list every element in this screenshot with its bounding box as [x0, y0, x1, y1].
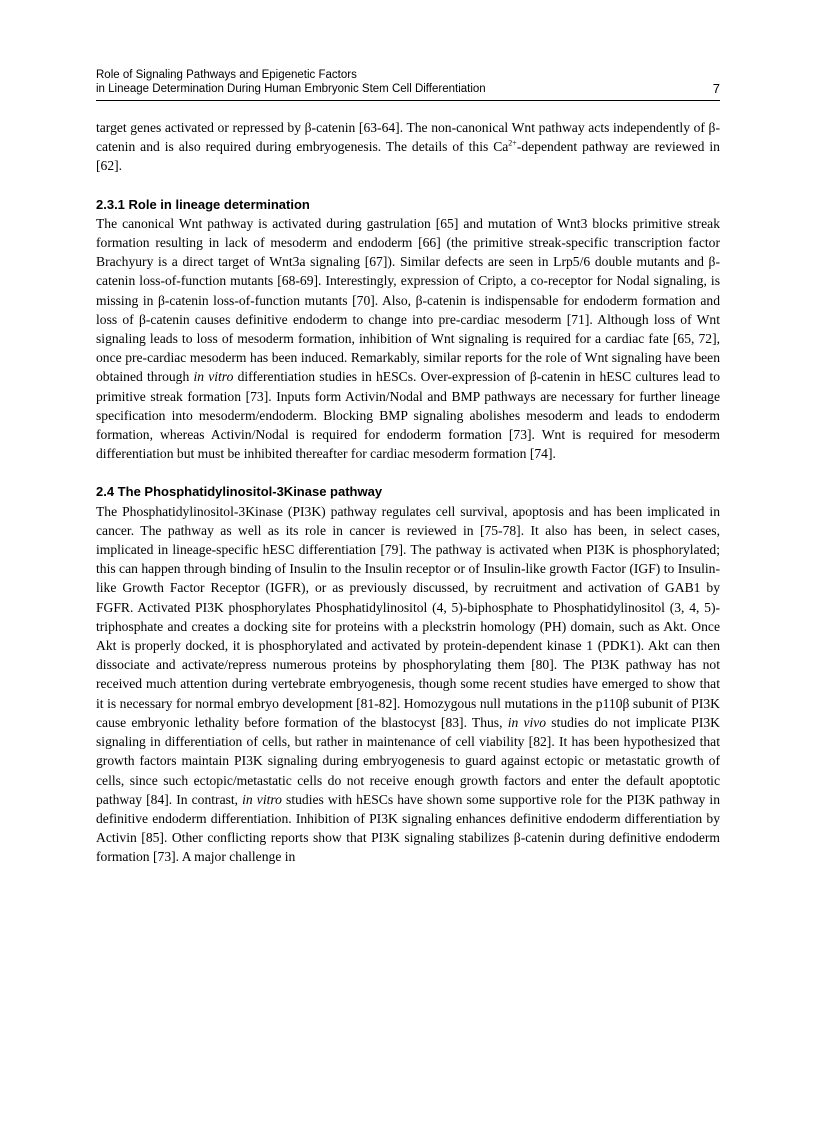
- section-2-3-1-text-b: differentiation studies in hESCs. Over-expression of β-catenin in hESC cultures lead to primitive streak formation [73]. Inputs form Activin/Nodal and BMP pathways are necessary for further lineage specification into mesoderm/endoderm. Blocking BMP signaling abolishes mesoderm and leads to endoderm formation, whereas Activin/Nodal is required for endoderm formation [73]. Wnt is required for mesoderm differentiation but must be inhibited thereafter for cardiac mesoderm formation [74].: [96, 369, 720, 462]
- running-head-line-1: Role of Signaling Pathways and Epigenetic Factors: [96, 69, 357, 81]
- section-2-4-text-c: studies with hESCs have shown some supportive role for the PI3K pathway in definitive endoderm differentiation. Inhibition of PI3K signaling enhances definitive endoderm differentiation by Activin [85]. Other conflicting reports show that PI3K signaling stabilizes β-catenin during definitive endoderm formation [73]. A major challenge in: [96, 791, 720, 865]
- running-head-line-2: in Lineage Determination During Human Embryonic Stem Cell Differentiation: [96, 83, 486, 95]
- section-heading-2-4: 2.4 The Phosphatidylinositol-3Kinase pathway: [96, 484, 383, 500]
- header-rule: [96, 100, 720, 101]
- spacer: [96, 463, 720, 482]
- section-2-4-paragraph: [96, 502, 720, 867]
- intro-text-a: target genes activated or repressed by β-catenin [63-64]. The non-canonical Wnt pathway acts independently of β-catenin and is also required during embryogenesis. The details of this Ca: [96, 120, 720, 155]
- calcium-superscript: 2+: [508, 138, 517, 148]
- section-2-4-text-b: studies do not implicate PI3K signaling in differentiation of cells, but rather in maintenance of cell viability [82]. It has been hypothesized that growth factors maintain PI3K signaling during embryogenesis to guard against ectopic or metastatic growth of cells, since such ectopic/metastatic cells do not receive enough growth factors and enter the default apoptotic pathway [84]. In contrast,: [96, 714, 721, 807]
- section-2-4-italic-in-vitro: in vitro: [242, 791, 282, 807]
- section-2-3-1-paragraph: [96, 214, 720, 464]
- section-2-3-1-italic-in-vitro: in vitro: [193, 369, 234, 385]
- intro-paragraph: [96, 118, 720, 176]
- body-text: [96, 118, 720, 867]
- running-head: [96, 68, 720, 96]
- page-number: 7: [712, 81, 720, 96]
- spacer: [96, 176, 720, 195]
- section-2-3-1-text-a: The canonical Wnt pathway is activated during gastrulation [65] and mutation of Wnt3 blocks primitive streak formation resulting in lack of mesoderm and endoderm [66] (the primitive streak-specific transcription factor Brachyury is a direct target of Wnt3a signaling [67]). Similar defects are seen in Lrp5/6 double mutants and β-catenin loss-of-function mutants [68-69]. Interestingly, expression of Cripto, a co-receptor for Nodal signaling, is missing in β-catenin loss-of-function mutants [70]. Also, β-catenin is indispensable for endoderm formation and loss of β-catenin causes definitive endoderm to change into pre-cardiac mesoderm [71]. Although loss of Wnt signaling leads to loss of mesoderm formation, inhibition of Wnt signaling is required for a cardiac fate [65, 72], once pre-cardiac mesoderm has been induced. Remarkably, similar reports for the role of Wnt signaling have been obtained through: [96, 215, 720, 385]
- intro-text-b: -dependent pathway are reviewed in [62].: [96, 139, 720, 174]
- section-heading-2-3-1: 2.3.1 Role in lineage determination: [96, 196, 310, 212]
- section-2-4-text-a: The Phosphatidylinositol-3Kinase (PI3K) pathway regulates cell survival, apoptosis and has been implicated in cancer. The pathway as well as its role in cancer is reviewed in [75-78]. It also has been, in select cases, implicated in lineage-specific hESC differentiation [79]. The pathway is activated when PI3K is phosphorylated; this can happen through binding of Insulin to the Insulin receptor or of Insulin-like growth Factor (IGF) to Insulin-like Growth Factor Receptor (IGFR), or as previously discussed, by recruitment and activation of GAB1 by FGFR. Activated PI3K phosphorylates Phosphatidylinositol (4, 5)-biphosphate to Phosphatidylinositol (3, 4, 5)-triphosphate and creates a docking site for proteins with a pleckstrin homology (PH) domain, such as Akt. Once Akt is properly docked, it is phosphorylated and activated by protein-dependent kinase 1 (PDK1). Akt can then dissociate and activate/repress numerous proteins by phosphorylating them [80]. The PI3K pathway has not received much attention during vertebrate embryogenesis, though some recent studies have emerged to show that it is necessary for normal embryo development [81-82]. Homozygous null mutations in the p110β subunit of PI3K cause embryonic lethality before formation of the blastocyst [83]. Thus,: [96, 503, 720, 730]
- section-2-4-italic-in-vivo: in vivo: [507, 714, 547, 730]
